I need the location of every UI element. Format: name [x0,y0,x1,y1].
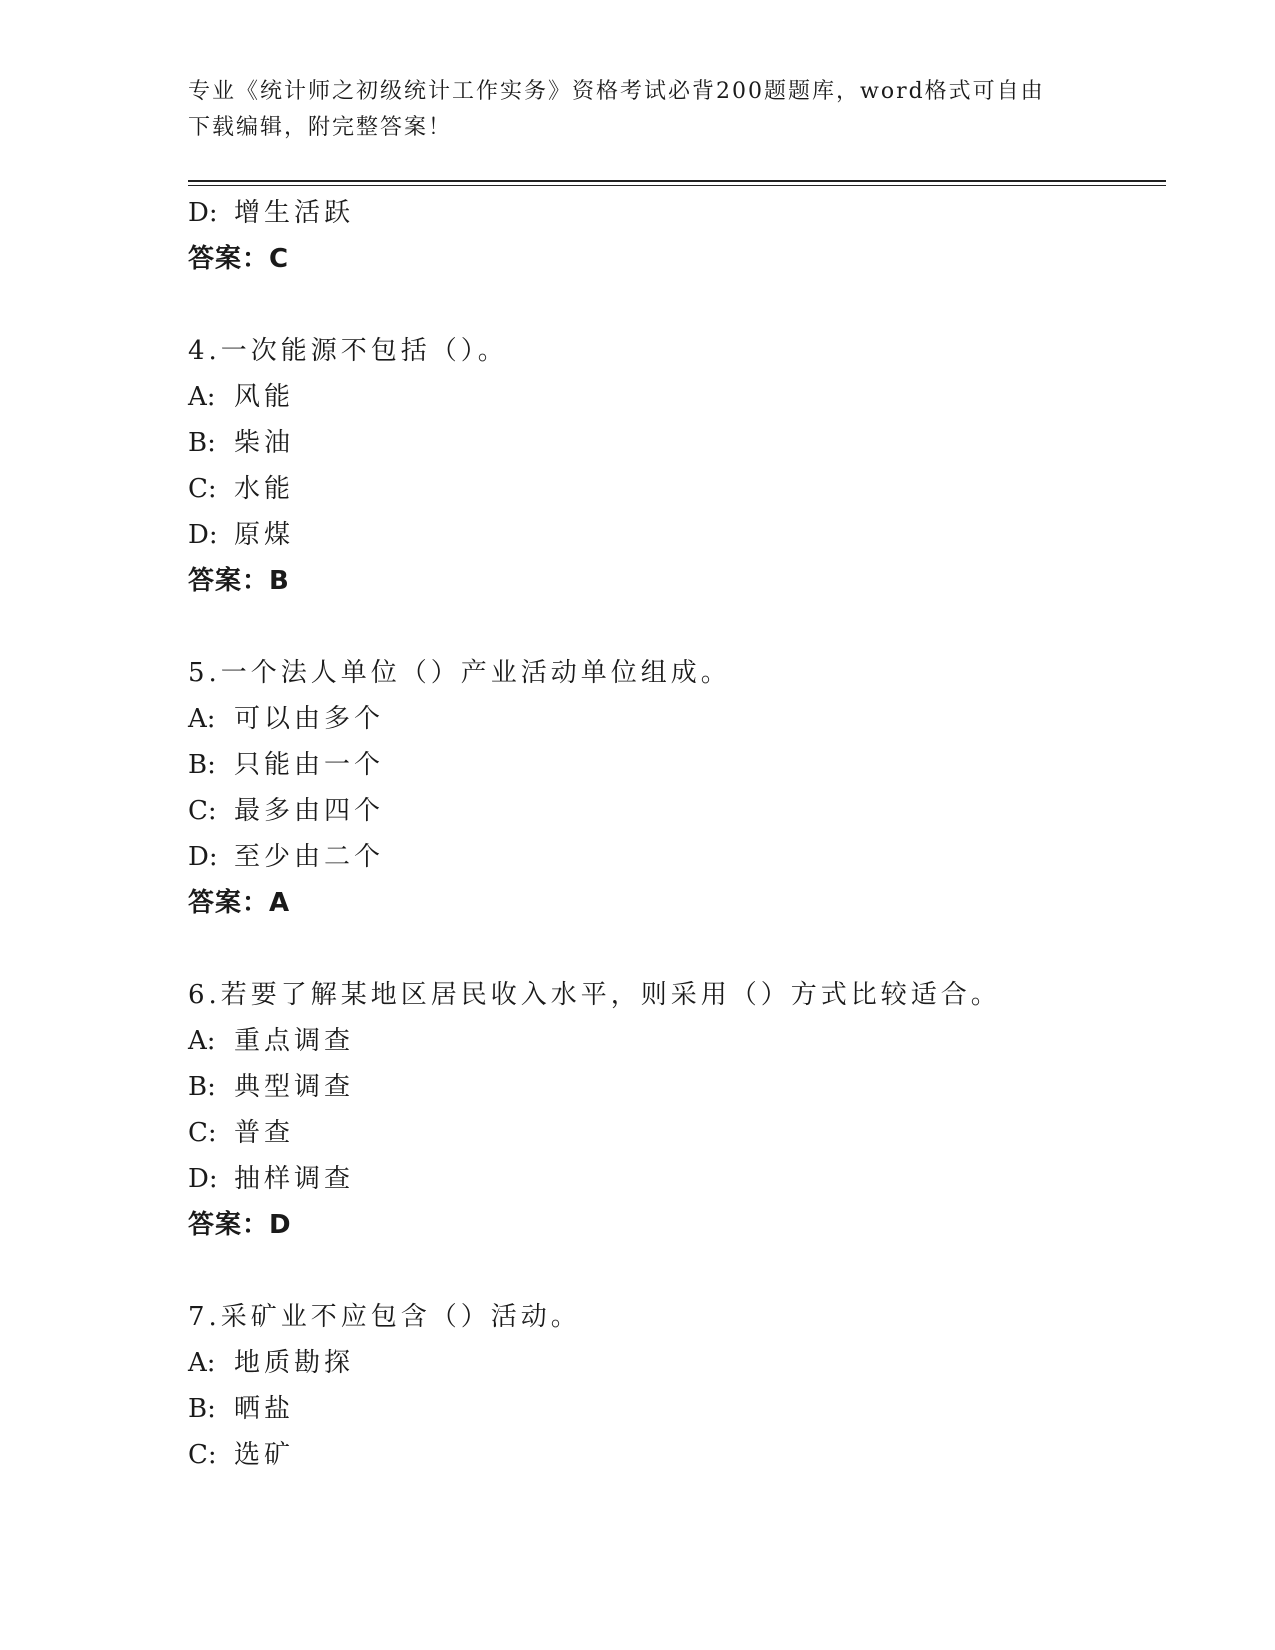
option-letter: D: [188,198,218,228]
option-text: 典型调查 [234,1072,355,1102]
question-stem: 4.一次能源不包括（）。 [188,336,508,366]
option-letter: A: [188,1026,216,1056]
option-text: 原煤 [234,520,295,550]
header-rule-thick [188,180,1166,182]
question-stem: 5.一个法人单位（）产业活动单位组成。 [188,658,731,688]
option-letter: D: [188,520,218,550]
option-letter: C: [188,474,217,504]
option-text: 地质勘探 [234,1348,355,1378]
option-row [188,512,1166,558]
option-letter: C: [188,1118,217,1148]
header-line-2: 下载编辑，附完整答案！ [188,115,453,140]
option-row [188,1156,1166,1202]
option-letter: B: [188,750,216,780]
option-letter: A: [188,1348,216,1378]
option-text: 风能 [234,382,295,412]
option-letter: C: [188,796,217,826]
answer-line: 答案：B [188,566,290,596]
option-letter: D: [188,842,218,872]
option-row [188,834,1166,880]
option-text: 增生活跃 [234,198,355,228]
option-row [188,1432,1166,1478]
option-row [188,420,1166,466]
question-list [188,190,1166,1478]
header-rule-thin [188,185,1166,186]
option-row [188,466,1166,512]
header-line-1: 专业《统计师之初级统计工作实务》资格考试必背200题题库，word格式可自由 [188,79,1045,104]
option-letter: B: [188,428,216,458]
option-text: 至少由二个 [234,842,385,872]
spacer [188,1248,1166,1294]
option-row [188,374,1166,420]
spacer [188,926,1166,972]
option-letter: A: [188,382,216,412]
option-text: 最多由四个 [234,796,385,826]
option-letter: D: [188,1164,218,1194]
option-letter: C: [188,1440,217,1470]
option-row [188,1386,1166,1432]
option-text: 重点调查 [234,1026,355,1056]
option-text: 柴油 [234,428,295,458]
document-header [188,74,1088,146]
option-text: 只能由一个 [234,750,385,780]
question-stem: 7.采矿业不应包含（）活动。 [188,1302,581,1332]
option-text: 选矿 [234,1440,295,1470]
option-text: 晒盐 [234,1394,295,1424]
option-text: 普查 [234,1118,295,1148]
question-stem: 6.若要了解某地区居民收入水平，则采用（）方式比较适合。 [188,980,1001,1010]
option-text: 可以由多个 [234,704,385,734]
option-row [188,696,1166,742]
option-row [188,1110,1166,1156]
answer-line: 答案：A [188,888,291,918]
option-row [188,1340,1166,1386]
answer-line: 答案：D [188,1210,292,1240]
option-text: 抽样调查 [234,1164,355,1194]
option-letter: B: [188,1394,216,1424]
option-row [188,1064,1166,1110]
option-row [188,742,1166,788]
option-row [188,1018,1166,1064]
option-text: 水能 [234,474,295,504]
spacer [188,282,1166,328]
option-letter: A: [188,704,216,734]
answer-line: 答案：C [188,244,290,274]
spacer [188,604,1166,650]
option-letter: B: [188,1072,216,1102]
option-d-row [188,190,1166,236]
option-row [188,788,1166,834]
